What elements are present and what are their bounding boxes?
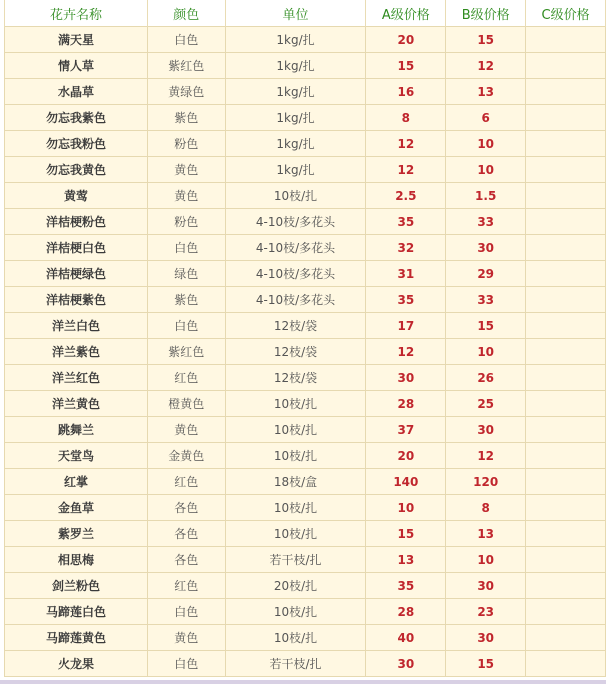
unit-cell: 4-10枝/多花头 [225, 209, 366, 235]
table-row [5, 521, 606, 547]
price-b-cell: 12 [446, 53, 526, 79]
price-b-cell: 33 [446, 287, 526, 313]
table-row [5, 287, 606, 313]
price-a-cell: 20 [366, 27, 446, 53]
unit-cell: 12枝/袋 [225, 339, 366, 365]
flower-name-cell: 红掌 [5, 469, 148, 495]
unit-cell: 4-10枝/多花头 [225, 261, 366, 287]
price-b-cell: 26 [446, 365, 526, 391]
color-cell: 白色 [147, 235, 225, 261]
price-c-cell [526, 79, 606, 105]
price-b-cell: 29 [446, 261, 526, 287]
price-b-cell: 12 [446, 443, 526, 469]
color-cell: 黄色 [147, 183, 225, 209]
price-b-cell: 10 [446, 339, 526, 365]
price-b-cell: 10 [446, 131, 526, 157]
table-row [5, 573, 606, 599]
column-header-price-c: C级价格 [526, 0, 606, 27]
flower-name-cell: 水晶草 [5, 79, 148, 105]
flower-name-cell: 洋兰红色 [5, 365, 148, 391]
unit-cell: 10枝/扎 [225, 391, 366, 417]
unit-cell: 20枝/扎 [225, 573, 366, 599]
unit-cell: 1kg/扎 [225, 53, 366, 79]
unit-cell: 12枝/袋 [225, 365, 366, 391]
table-row [5, 651, 606, 677]
table-row [5, 365, 606, 391]
table-row [5, 261, 606, 287]
price-a-cell: 37 [366, 417, 446, 443]
flower-name-cell: 马蹄莲白色 [5, 599, 148, 625]
unit-cell: 4-10枝/多花头 [225, 235, 366, 261]
flower-name-cell: 跳舞兰 [5, 417, 148, 443]
price-a-cell: 20 [366, 443, 446, 469]
flower-name-cell: 勿忘我黄色 [5, 157, 148, 183]
flower-name-cell: 洋兰紫色 [5, 339, 148, 365]
unit-cell: 10枝/扎 [225, 521, 366, 547]
price-b-cell: 15 [446, 313, 526, 339]
price-a-cell: 35 [366, 209, 446, 235]
color-cell: 橙黄色 [147, 391, 225, 417]
table-body [5, 27, 606, 677]
column-header-price-a: A级价格 [366, 0, 446, 27]
color-cell: 紫色 [147, 105, 225, 131]
table-row [5, 183, 606, 209]
price-a-cell: 12 [366, 131, 446, 157]
table-row [5, 469, 606, 495]
table-row [5, 235, 606, 261]
table-row [5, 339, 606, 365]
flower-name-cell: 洋桔梗粉色 [5, 209, 148, 235]
price-b-cell: 1.5 [446, 183, 526, 209]
flower-name-cell: 剑兰粉色 [5, 573, 148, 599]
price-b-cell: 30 [446, 417, 526, 443]
price-c-cell [526, 131, 606, 157]
table-header-row [5, 0, 606, 27]
price-a-cell: 12 [366, 157, 446, 183]
price-a-cell: 28 [366, 599, 446, 625]
color-cell: 红色 [147, 365, 225, 391]
flower-name-cell: 洋兰黄色 [5, 391, 148, 417]
color-cell: 白色 [147, 27, 225, 53]
color-cell: 紫红色 [147, 53, 225, 79]
bottom-divider [0, 680, 606, 684]
price-b-cell: 15 [446, 651, 526, 677]
flower-name-cell: 洋桔梗紫色 [5, 287, 148, 313]
price-c-cell [526, 625, 606, 651]
unit-cell: 若干枝/扎 [225, 547, 366, 573]
price-a-cell: 30 [366, 651, 446, 677]
price-c-cell [526, 365, 606, 391]
price-c-cell [526, 235, 606, 261]
color-cell: 黄绿色 [147, 79, 225, 105]
color-cell: 各色 [147, 521, 225, 547]
price-a-cell: 30 [366, 365, 446, 391]
column-header-price-b: B级价格 [446, 0, 526, 27]
price-c-cell [526, 469, 606, 495]
flower-name-cell: 情人草 [5, 53, 148, 79]
price-b-cell: 8 [446, 495, 526, 521]
unit-cell: 10枝/扎 [225, 443, 366, 469]
flower-name-cell: 马蹄莲黄色 [5, 625, 148, 651]
table-row [5, 599, 606, 625]
price-a-cell: 2.5 [366, 183, 446, 209]
unit-cell: 若干枝/扎 [225, 651, 366, 677]
unit-cell: 10枝/扎 [225, 417, 366, 443]
price-c-cell [526, 53, 606, 79]
price-a-cell: 31 [366, 261, 446, 287]
unit-cell: 10枝/扎 [225, 599, 366, 625]
price-a-cell: 140 [366, 469, 446, 495]
color-cell: 绿色 [147, 261, 225, 287]
flower-name-cell: 金鱼草 [5, 495, 148, 521]
price-b-cell: 33 [446, 209, 526, 235]
table-row [5, 209, 606, 235]
table-row [5, 417, 606, 443]
price-b-cell: 30 [446, 625, 526, 651]
color-cell: 紫色 [147, 287, 225, 313]
flower-name-cell: 相思梅 [5, 547, 148, 573]
price-a-cell: 35 [366, 287, 446, 313]
price-b-cell: 13 [446, 521, 526, 547]
flower-name-cell: 勿忘我紫色 [5, 105, 148, 131]
table-row [5, 131, 606, 157]
price-c-cell [526, 495, 606, 521]
unit-cell: 1kg/扎 [225, 27, 366, 53]
color-cell: 黄色 [147, 417, 225, 443]
price-a-cell: 16 [366, 79, 446, 105]
unit-cell: 1kg/扎 [225, 131, 366, 157]
price-c-cell [526, 339, 606, 365]
column-header-flower-name: 花卉名称 [5, 0, 148, 27]
unit-cell: 4-10枝/多花头 [225, 287, 366, 313]
price-c-cell [526, 443, 606, 469]
price-a-cell: 10 [366, 495, 446, 521]
price-a-cell: 28 [366, 391, 446, 417]
color-cell: 金黄色 [147, 443, 225, 469]
price-a-cell: 13 [366, 547, 446, 573]
price-a-cell: 15 [366, 53, 446, 79]
unit-cell: 10枝/扎 [225, 625, 366, 651]
price-c-cell [526, 261, 606, 287]
unit-cell: 10枝/扎 [225, 495, 366, 521]
column-header-color: 颜色 [147, 0, 225, 27]
color-cell: 紫红色 [147, 339, 225, 365]
unit-cell: 10枝/扎 [225, 183, 366, 209]
price-c-cell [526, 157, 606, 183]
price-b-cell: 23 [446, 599, 526, 625]
table-row [5, 391, 606, 417]
price-c-cell [526, 313, 606, 339]
flower-name-cell: 满天星 [5, 27, 148, 53]
color-cell: 黄色 [147, 157, 225, 183]
price-b-cell: 10 [446, 547, 526, 573]
price-b-cell: 120 [446, 469, 526, 495]
color-cell: 白色 [147, 599, 225, 625]
price-c-cell [526, 391, 606, 417]
table-row [5, 53, 606, 79]
color-cell: 粉色 [147, 131, 225, 157]
unit-cell: 12枝/袋 [225, 313, 366, 339]
table-row [5, 313, 606, 339]
color-cell: 黄色 [147, 625, 225, 651]
price-a-cell: 15 [366, 521, 446, 547]
unit-cell: 1kg/扎 [225, 79, 366, 105]
unit-cell: 1kg/扎 [225, 105, 366, 131]
flower-name-cell: 洋桔梗绿色 [5, 261, 148, 287]
price-c-cell [526, 573, 606, 599]
flower-name-cell: 火龙果 [5, 651, 148, 677]
price-c-cell [526, 521, 606, 547]
table-row [5, 495, 606, 521]
table-row [5, 547, 606, 573]
column-header-unit: 单位 [225, 0, 366, 27]
price-c-cell [526, 417, 606, 443]
color-cell: 红色 [147, 573, 225, 599]
price-b-cell: 13 [446, 79, 526, 105]
unit-cell: 18枝/盒 [225, 469, 366, 495]
price-a-cell: 35 [366, 573, 446, 599]
flower-price-table [4, 0, 606, 677]
price-c-cell [526, 27, 606, 53]
table-row [5, 443, 606, 469]
price-c-cell [526, 209, 606, 235]
color-cell: 粉色 [147, 209, 225, 235]
price-b-cell: 6 [446, 105, 526, 131]
table-row [5, 27, 606, 53]
price-c-cell [526, 287, 606, 313]
price-b-cell: 30 [446, 235, 526, 261]
flower-name-cell: 天堂鸟 [5, 443, 148, 469]
flower-name-cell: 洋桔梗白色 [5, 235, 148, 261]
price-a-cell: 12 [366, 339, 446, 365]
price-b-cell: 15 [446, 27, 526, 53]
unit-cell: 1kg/扎 [225, 157, 366, 183]
color-cell: 红色 [147, 469, 225, 495]
price-c-cell [526, 183, 606, 209]
color-cell: 各色 [147, 547, 225, 573]
table-row [5, 105, 606, 131]
price-b-cell: 30 [446, 573, 526, 599]
flower-name-cell: 紫罗兰 [5, 521, 148, 547]
flower-name-cell: 勿忘我粉色 [5, 131, 148, 157]
price-c-cell [526, 651, 606, 677]
color-cell: 白色 [147, 651, 225, 677]
price-c-cell [526, 547, 606, 573]
color-cell: 白色 [147, 313, 225, 339]
price-b-cell: 10 [446, 157, 526, 183]
table-row [5, 79, 606, 105]
table-row [5, 625, 606, 651]
color-cell: 各色 [147, 495, 225, 521]
table-row [5, 157, 606, 183]
flower-name-cell: 黄莺 [5, 183, 148, 209]
flower-name-cell: 洋兰白色 [5, 313, 148, 339]
price-a-cell: 17 [366, 313, 446, 339]
price-a-cell: 8 [366, 105, 446, 131]
price-a-cell: 32 [366, 235, 446, 261]
price-b-cell: 25 [446, 391, 526, 417]
price-a-cell: 40 [366, 625, 446, 651]
price-c-cell [526, 105, 606, 131]
price-c-cell [526, 599, 606, 625]
